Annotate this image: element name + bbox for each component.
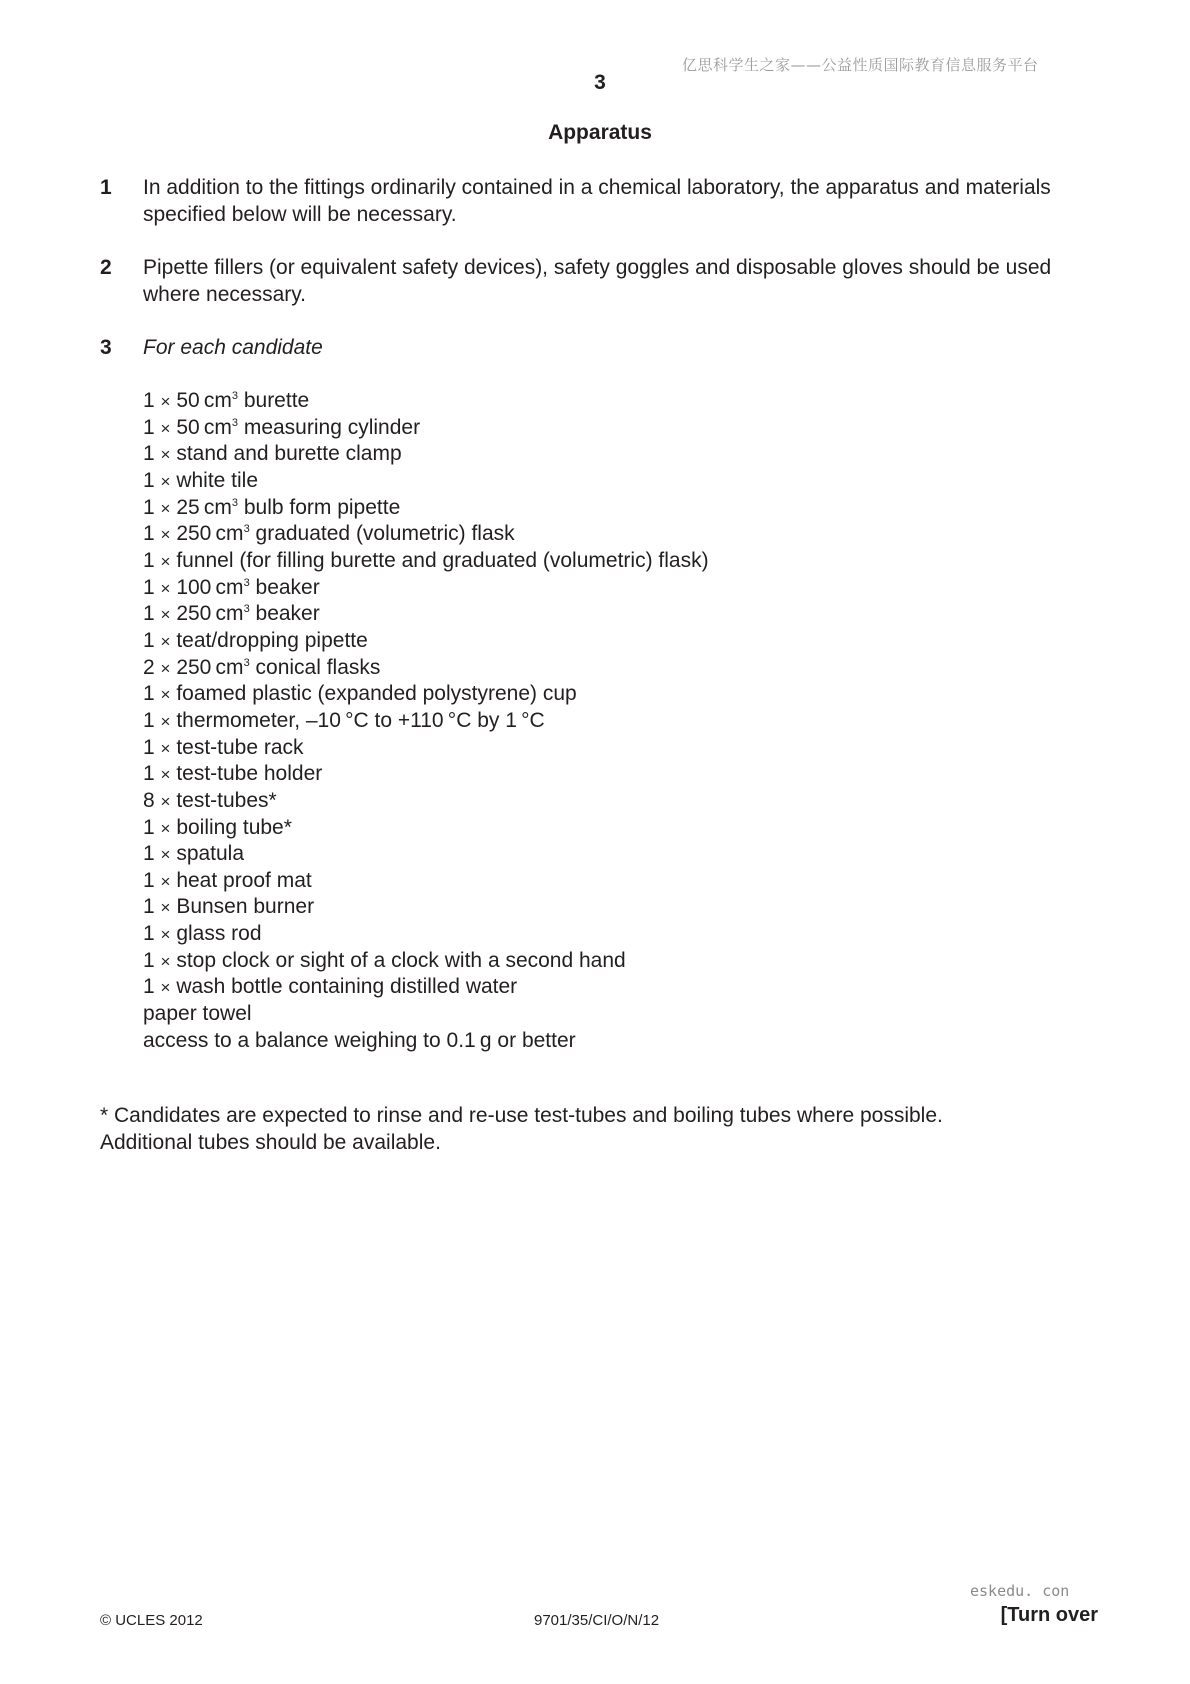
- item-quantity: 1: [143, 735, 155, 759]
- apparatus-item: [143, 495, 709, 522]
- apparatus-item: [143, 868, 709, 895]
- unit-superscript: 3: [231, 416, 238, 429]
- item-description-rest: conical flasks: [249, 655, 381, 679]
- document-code: 9701/35/CI/O/N/12: [534, 1612, 660, 1629]
- footnote-line: Additional tubes should be available.: [100, 1131, 441, 1154]
- item-description: Bunsen burner: [176, 895, 315, 919]
- times-symbol: ×: [160, 498, 171, 518]
- item-description: 250 cm: [176, 522, 244, 546]
- item-description: boiling tube*: [176, 815, 292, 839]
- times-symbol: ×: [160, 898, 171, 918]
- item-quantity: 2: [143, 655, 155, 679]
- item-description: 25 cm: [176, 495, 232, 519]
- apparatus-item: [143, 521, 709, 548]
- unit-superscript: 3: [231, 496, 238, 509]
- item-quantity: 1: [143, 815, 155, 839]
- times-symbol: ×: [160, 818, 171, 838]
- item-description: foamed plastic (expanded polystyrene) cup: [176, 682, 577, 706]
- item-description: 50 cm: [176, 389, 232, 412]
- apparatus-item: [143, 468, 709, 495]
- item-description: thermometer, –10 °C to +110 °C by 1 °C: [176, 708, 545, 732]
- paragraph-number: 2: [100, 256, 112, 279]
- item-description-rest: measuring cylinder: [238, 415, 421, 439]
- item-quantity: 1: [143, 682, 155, 706]
- item-description: 250 cm: [176, 655, 244, 679]
- unit-superscript: 3: [243, 576, 250, 589]
- item-description: test-tube rack: [176, 735, 304, 759]
- item-quantity: 1: [143, 522, 155, 546]
- apparatus-list: [143, 388, 709, 1054]
- apparatus-item: [143, 655, 709, 682]
- apparatus-item: [143, 708, 709, 735]
- item-description: access to a balance weighing to 0.1 g or better: [143, 1028, 576, 1052]
- item-description: 50 cm: [176, 415, 232, 439]
- item-quantity: 1: [143, 842, 155, 866]
- times-symbol: ×: [160, 871, 171, 891]
- apparatus-item: [143, 1001, 709, 1028]
- item-description: 100 cm: [176, 575, 244, 599]
- paragraph-1: [100, 174, 1100, 228]
- item-description-rest: beaker: [249, 575, 320, 599]
- paragraph-3: [100, 334, 1100, 361]
- item-quantity: 1: [143, 762, 155, 786]
- times-symbol: ×: [160, 765, 171, 785]
- item-description-rest: bulb form pipette: [238, 495, 401, 519]
- item-quantity: 1: [143, 468, 155, 492]
- times-symbol: ×: [160, 631, 171, 651]
- item-description: white tile: [176, 468, 259, 492]
- item-quantity: 1: [143, 575, 155, 599]
- item-quantity: 8: [143, 788, 155, 812]
- apparatus-item: [143, 1028, 709, 1055]
- item-quantity: 1: [143, 948, 155, 972]
- times-symbol: ×: [160, 685, 171, 705]
- times-symbol: ×: [160, 658, 171, 678]
- unit-superscript: 3: [243, 656, 250, 669]
- times-symbol: ×: [160, 711, 171, 731]
- item-description: test-tube holder: [176, 762, 323, 786]
- turn-over: [Turn over: [1000, 1604, 1098, 1626]
- paragraph-text: Pipette fillers (or equivalent safety devices), safety goggles and disposable gloves should be used where necessary.: [143, 256, 1052, 306]
- apparatus-item: [143, 415, 709, 442]
- apparatus-item: [143, 575, 709, 602]
- item-description: funnel (for filling burette and graduated (volumetric) flask): [176, 548, 709, 572]
- item-description: spatula: [176, 842, 245, 866]
- item-quantity: 1: [143, 495, 155, 519]
- apparatus-item: [143, 894, 709, 921]
- paragraph-text: In addition to the fittings ordinarily contained in a chemical laboratory, the apparatus and materials specified below will be necessary.: [143, 176, 1051, 226]
- times-symbol: ×: [160, 845, 171, 865]
- unit-superscript: 3: [231, 390, 238, 402]
- copyright: © UCLES 2012: [100, 1612, 203, 1629]
- times-symbol: ×: [160, 418, 171, 438]
- footnote: [100, 1102, 1100, 1156]
- apparatus-item: [143, 788, 709, 815]
- times-symbol: ×: [160, 445, 171, 465]
- item-quantity: 1: [143, 415, 155, 439]
- times-symbol: ×: [160, 578, 171, 598]
- paragraph-text: For each candidate: [143, 336, 323, 359]
- times-symbol: ×: [160, 951, 171, 971]
- paragraph-2: [100, 254, 1100, 308]
- item-description: stand and burette clamp: [176, 442, 402, 466]
- apparatus-item: [143, 388, 709, 415]
- times-symbol: ×: [160, 525, 171, 545]
- item-description: glass rod: [176, 922, 262, 946]
- item-quantity: 1: [143, 548, 155, 572]
- times-symbol: ×: [160, 471, 171, 491]
- section-heading: Apparatus: [548, 121, 652, 144]
- times-symbol: ×: [160, 392, 171, 411]
- times-symbol: ×: [160, 791, 171, 811]
- apparatus-item: [143, 735, 709, 762]
- item-quantity: 1: [143, 975, 155, 999]
- apparatus-item: [143, 921, 709, 948]
- item-description: paper towel: [143, 1002, 252, 1026]
- paragraph-number: 3: [100, 336, 112, 359]
- item-description: teat/dropping pipette: [176, 628, 368, 652]
- item-description-rest: graduated (volumetric) flask: [249, 522, 515, 546]
- apparatus-item: [143, 841, 709, 868]
- apparatus-item: [143, 548, 709, 575]
- item-description: wash bottle containing distilled water: [176, 975, 518, 999]
- apparatus-item: [143, 681, 709, 708]
- item-quantity: 1: [143, 389, 155, 412]
- item-quantity: 1: [143, 922, 155, 946]
- item-quantity: 1: [143, 895, 155, 919]
- apparatus-item: [143, 601, 709, 628]
- footnote-line: * Candidates are expected to rinse and re-use test-tubes and boiling tubes where possible.: [100, 1104, 943, 1127]
- apparatus-item: [143, 974, 709, 1001]
- times-symbol: ×: [160, 925, 171, 945]
- unit-superscript: 3: [243, 523, 250, 536]
- times-symbol: ×: [160, 738, 171, 758]
- times-symbol: ×: [160, 978, 171, 998]
- item-description: 250 cm: [176, 602, 244, 626]
- times-symbol: ×: [160, 605, 171, 625]
- site-watermark: eskedu. con: [970, 1582, 1070, 1600]
- item-description-rest: beaker: [249, 602, 320, 626]
- apparatus-item: [143, 815, 709, 842]
- watermark-text: 亿思科学生之家——公益性质国际教育信息服务平台: [682, 56, 1039, 74]
- unit-superscript: 3: [243, 603, 250, 616]
- page-number: 3: [594, 71, 606, 94]
- apparatus-item: [143, 628, 709, 655]
- paragraph-number: 1: [100, 176, 112, 199]
- apparatus-item: [143, 761, 709, 788]
- item-description: stop clock or sight of a clock with a second hand: [176, 948, 626, 972]
- item-description: heat proof mat: [176, 868, 312, 892]
- times-symbol: ×: [160, 551, 171, 571]
- item-quantity: 1: [143, 602, 155, 626]
- item-quantity: 1: [143, 442, 155, 466]
- item-quantity: 1: [143, 708, 155, 732]
- item-quantity: 1: [143, 628, 155, 652]
- item-description: test-tubes*: [176, 788, 277, 812]
- apparatus-item: [143, 441, 709, 468]
- item-quantity: 1: [143, 868, 155, 892]
- item-description-rest: burette: [238, 389, 310, 412]
- apparatus-item: [143, 948, 709, 975]
